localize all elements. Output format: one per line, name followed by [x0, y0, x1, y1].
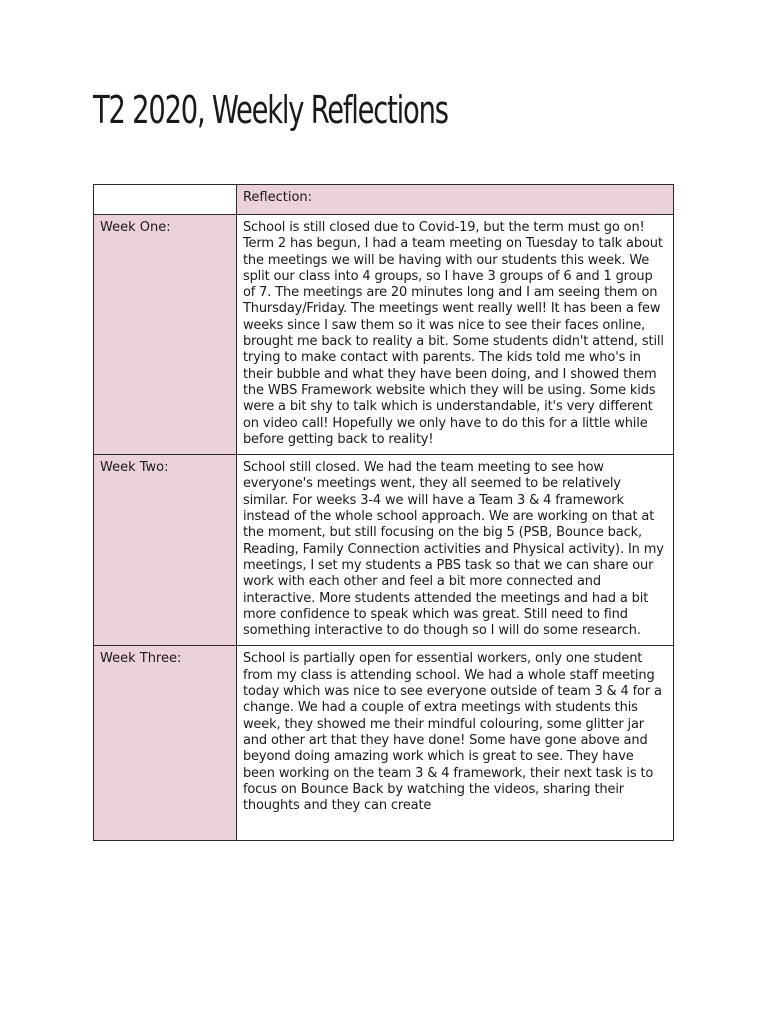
reflection-text-clip: School is partially open for essential workers, only one student from my class is attending school. We had a whole staff meeting today which was nice to see everyone outside of team 3 & 4 for a change. We had a couple of extra meetings with students this week, they showed me their mindful colouring, some glitter jar and other art that they have done! Some have gone above and beyond doing amazing work which is great to see. They have been working on the team 3 & 4 framework, their next task is to focus on Bounce Back by watching the videos, sharing their thoughts and they can create [242, 651, 662, 814]
reflection-text-cell: School still closed. We had the team meeting to see how everyone's meetings went, they all seemed to be relatively similar. For weeks 3-4 we will have a Team 3 & 4 framework instead of the whole school approach. We are working on that at the moment, but still focusing on the big 5 (PSB, Bounce back, Reading, Family Connection activities and Physical activity). In my meetings, I set my students a PBS task so that we can share our work with each other and feel a bit more connected and interactive. More students attended the meetings and had a bit more confidence to speak which was great. Still need to find something interactive to do though so I will do some research. [236, 455, 673, 646]
header-week-cell [94, 185, 237, 215]
week-label-cell: Week Three: [94, 646, 237, 841]
week-label-cell: Week One: [94, 215, 237, 455]
week-label-cell: Week Two: [94, 455, 237, 646]
document-title: T2 2020, Weekly Reflections [93, 88, 448, 132]
header-reflection-cell: Reflection: [236, 185, 673, 215]
table-row [94, 646, 674, 841]
table-row [94, 455, 674, 646]
table-row [94, 215, 674, 455]
reflection-text-cell: School is still closed due to Covid-19, but the term must go on! Term 2 has begun, I had a team meeting on Tuesday to talk about the meetings we will be having with our students this week. We split our class into 4 groups, so I have 3 groups of 6 and 1 group of 7. The meetings are 20 minutes long and I am seeing them on Thursday/Friday. The meetings went really well! It has been a few weeks since I saw them so it was nice to see their faces online, brought me back to reality a bit. Some students didn't attend, still trying to make contact with parents. The kids told me who's in their bubble and what they have been doing, and I showed them the WBS Framework website which they will be using. Some kids were a bit shy to talk which is understandable, it's very different on video call! Hopefully we only have to do this for a little while before getting back to reality! [236, 215, 673, 455]
table-header-row [94, 185, 674, 215]
reflection-text-cell [236, 646, 673, 841]
reflection-table [93, 184, 674, 841]
